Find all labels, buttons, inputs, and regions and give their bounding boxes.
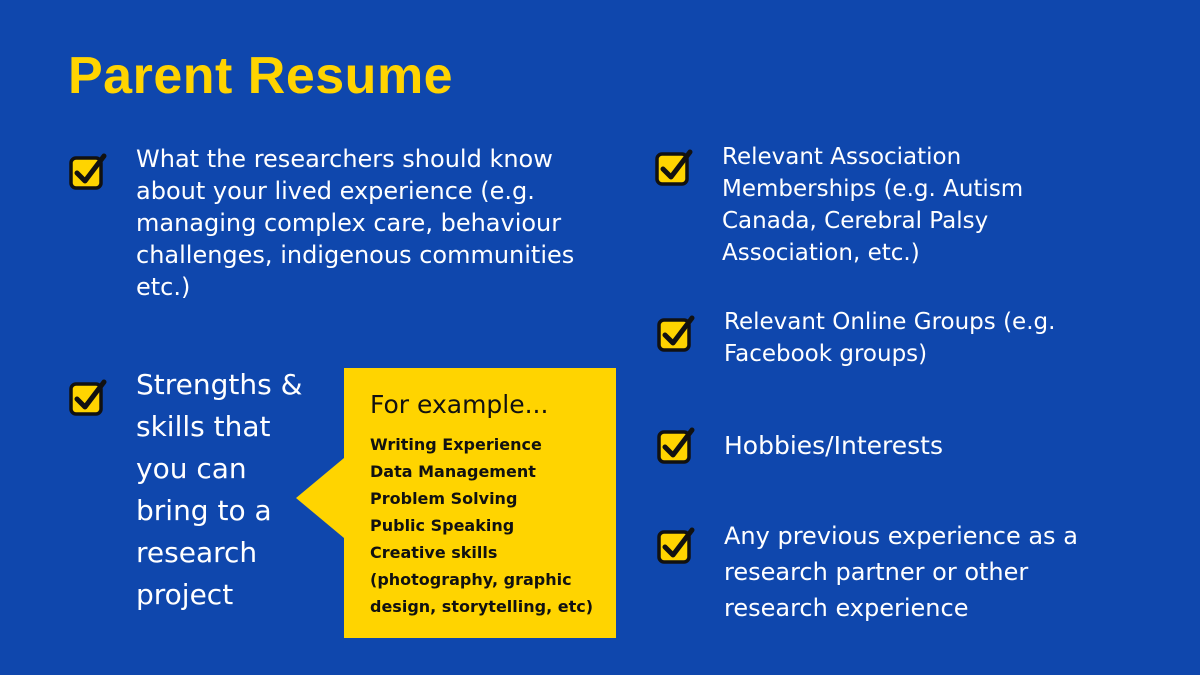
callout-item: Problem Solving <box>370 489 518 508</box>
callout-item: Data Management <box>370 462 536 481</box>
callout-item: (photography, graphic <box>370 570 572 589</box>
item-line: research experience <box>724 594 969 622</box>
item-line: Relevant Association <box>722 144 962 170</box>
item-line: about your lived experience (e.g. <box>136 177 535 205</box>
item-line: research <box>136 536 258 569</box>
item-text <box>724 518 1078 626</box>
checkbox-checked-icon <box>654 148 694 188</box>
item-line: challenges, indigenous communities <box>136 241 575 269</box>
item-line: Association, etc.) <box>722 240 920 266</box>
item-line: Strengths & <box>136 368 303 401</box>
checkbox-checked-icon <box>656 526 696 566</box>
callout-item: Creative skills <box>370 543 498 562</box>
item-line: managing complex care, behaviour <box>136 209 562 237</box>
item-line: you can <box>136 452 247 485</box>
callout-heading: For example... <box>370 390 549 419</box>
checkbox-checked-icon <box>68 152 108 192</box>
checkbox-checked-icon <box>656 314 696 354</box>
item-line: Facebook groups) <box>724 341 928 367</box>
item-line: etc.) <box>136 273 191 301</box>
callout-item: Writing Experience <box>370 435 542 454</box>
item-line: What the researchers should know <box>136 145 553 173</box>
item-text <box>724 306 1055 370</box>
callout-item: design, storytelling, etc) <box>370 597 594 616</box>
item-text <box>136 143 574 303</box>
item-line: project <box>136 578 234 611</box>
page-title: Parent Resume <box>68 47 454 105</box>
checkbox-checked-icon <box>656 426 696 466</box>
item-line: skills that <box>136 410 271 443</box>
item-text <box>722 141 1023 269</box>
callout-list <box>370 431 593 620</box>
checkbox-checked-icon <box>68 378 108 418</box>
item-line: Any previous experience as a <box>724 522 1078 550</box>
item-text <box>724 430 943 462</box>
item-line: Hobbies/Interests <box>724 431 943 460</box>
item-line: bring to a <box>136 494 272 527</box>
callout-item: Public Speaking <box>370 516 515 535</box>
item-line: Memberships (e.g. Autism <box>722 176 1024 202</box>
item-line: Canada, Cerebral Palsy <box>722 208 989 234</box>
item-text <box>136 364 302 616</box>
item-line: research partner or other <box>724 558 1029 586</box>
item-line: Relevant Online Groups (e.g. <box>724 309 1056 335</box>
